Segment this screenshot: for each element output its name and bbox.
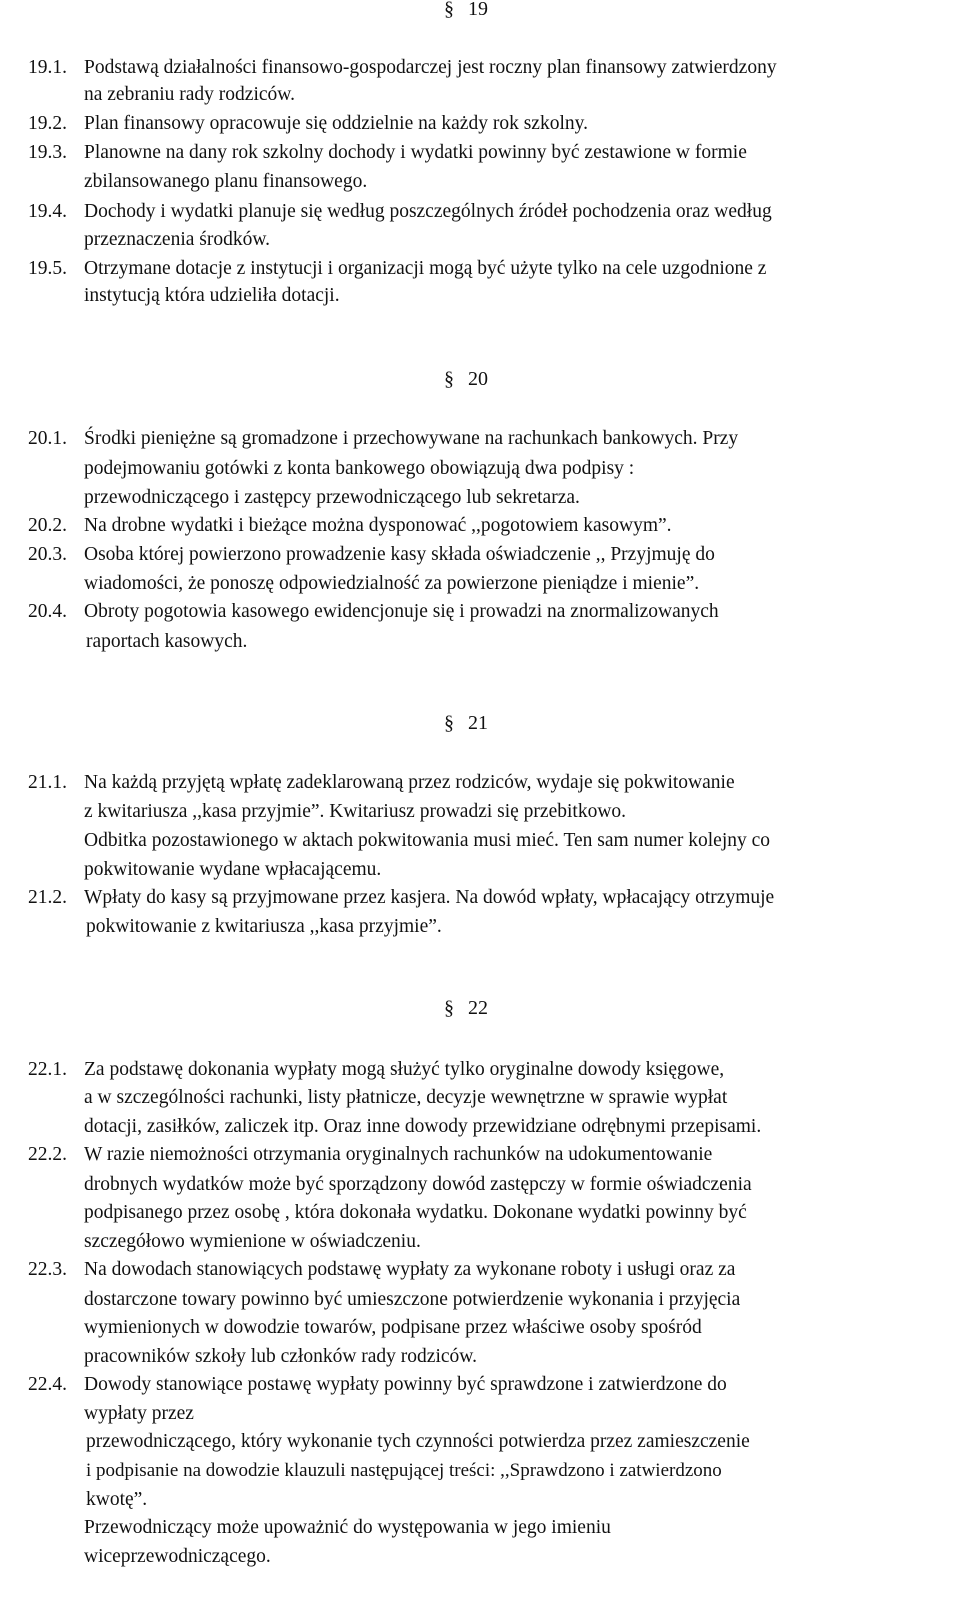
paragraph-22-4-line-2: wypłaty przez <box>84 1403 194 1424</box>
paragraph-20-1-line-2: podejmowaniu gotówki z konta bankowego obowiązują dwa podpisy : <box>84 458 635 479</box>
section-number: 19 <box>468 0 488 20</box>
paragraph-text: Podstawą działalności finansowo-gospodarczej jest roczny plan finansowy zatwierdzony <box>84 57 777 78</box>
paragraph-20-4-line-2: raportach kasowych. <box>86 631 248 652</box>
paragraph-19-5-line-1 <box>28 254 958 283</box>
paragraph-22-1-line-2: a w szczególności rachunki, listy płatnicze, decyzje wewnętrzne w sprawie wypłat <box>84 1087 728 1108</box>
paragraph-19-5-line-2: instytucją która udzieliła dotacji. <box>84 285 340 306</box>
paragraph-21-1-line-4: pokwitowanie wydane wpłacającemu. <box>84 859 382 880</box>
paragraph-number: 22.2. <box>28 1144 67 1165</box>
paragraph-text: Na każdą przyjętą wpłatę zadeklarowaną przez rodziców, wydaje się pokwitowanie <box>84 772 735 793</box>
paragraph-22-4-line-1 <box>28 1370 958 1399</box>
paragraph-19-3-line-1 <box>28 138 958 167</box>
paragraph-number: 19.2. <box>28 113 67 134</box>
paragraph-21-2-line-1 <box>28 883 958 912</box>
paragraph-22-4-line-7: wiceprzewodniczącego. <box>84 1546 271 1567</box>
section-heading-21 <box>444 712 488 735</box>
paragraph-number: 20.3. <box>28 544 67 565</box>
paragraph-text: W razie niemożności otrzymania oryginalnych rachunków na udokumentowanie <box>84 1144 713 1165</box>
paragraph-number: 19.3. <box>28 142 67 163</box>
paragraph-21-1-line-1 <box>28 768 958 797</box>
paragraph-20-4-line-1 <box>28 597 958 626</box>
paragraph-22-4-line-5: kwotę”. <box>86 1489 148 1510</box>
paragraph-text: Planowne na dany rok szkolny dochody i wydatki powinny być zestawione w formie <box>84 142 747 163</box>
paragraph-22-1-line-3: dotacji, zasiłków, zaliczek itp. Oraz inne dowody przewidziane odrębnymi przepisami. <box>84 1116 762 1137</box>
paragraph-22-3-line-2: dostarczone towary powinno być umieszczone potwierdzenie wykonania i przyjęcia <box>84 1289 741 1310</box>
section-number: 21 <box>468 712 488 734</box>
paragraph-number: 20.2. <box>28 515 67 536</box>
paragraph-text: Dowody stanowiące postawę wypłaty powinny być sprawdzone i zatwierdzone do <box>84 1374 727 1395</box>
section-heading-22 <box>444 997 488 1020</box>
paragraph-19-2-line-1 <box>28 109 958 138</box>
section-number: 20 <box>468 368 488 390</box>
paragraph-text: Dochody i wydatki planuje się według poszczególnych źródeł pochodzenia oraz według <box>84 201 772 222</box>
paragraph-text: Na dowodach stanowiących podstawę wypłaty za wykonane roboty i usługi oraz za <box>84 1259 736 1280</box>
paragraph-19-3-line-2: zbilansowanego planu finansowego. <box>84 171 368 192</box>
paragraph-number: 21.2. <box>28 887 67 908</box>
section-heading-19 <box>444 0 488 21</box>
paragraph-20-3-line-2: wiadomości, że ponoszę odpowiedzialność za powierzone pieniądze i mienie”. <box>84 573 700 594</box>
paragraph-20-2-line-1 <box>28 511 958 540</box>
paragraph-number: 20.1. <box>28 428 67 449</box>
paragraph-19-4-line-1 <box>28 197 958 226</box>
paragraph-20-3-line-1 <box>28 540 958 569</box>
paragraph-19-1-line-2: na zebraniu rady rodziców. <box>84 84 295 105</box>
paragraph-22-2-line-2: drobnych wydatków może być sporządzony dowód zastępczy w formie oświadczenia <box>84 1174 752 1195</box>
section-symbol: § <box>444 368 454 390</box>
paragraph-text: Osoba której powierzono prowadzenie kasy składa oświadczenie ,, Przyjmuję do <box>84 544 715 565</box>
paragraph-number: 22.4. <box>28 1374 67 1395</box>
section-symbol: § <box>444 0 454 20</box>
paragraph-text: Środki pieniężne są gromadzone i przechowywane na rachunkach bankowych. Przy <box>84 428 739 449</box>
section-heading-20 <box>444 368 488 391</box>
paragraph-22-1-line-1 <box>28 1055 958 1084</box>
paragraph-number: 19.5. <box>28 258 67 279</box>
paragraph-19-1-line-1 <box>28 53 958 82</box>
paragraph-22-3-line-3: wymienionych w dowodzie towarów, podpisane przez właściwe osoby spośród <box>84 1317 702 1338</box>
paragraph-21-1-line-3: Odbitka pozostawionego w aktach pokwitowania musi mieć. Ten sam numer kolejny co <box>84 830 771 851</box>
paragraph-number: 20.4. <box>28 601 67 622</box>
paragraph-22-4-line-4: i podpisanie na dowodzie klauzuli następującej treści: ,,Sprawdzono i zatwierdzono <box>86 1460 722 1481</box>
paragraph-19-4-line-2: przeznaczenia środków. <box>84 229 271 250</box>
paragraph-text: Otrzymane dotacje z instytucji i organizacji mogą być użyte tylko na cele uzgodnione z <box>84 258 767 279</box>
paragraph-text: Na drobne wydatki i bieżące można dysponować ,,pogotowiem kasowym”. <box>84 515 672 536</box>
paragraph-text: Wpłaty do kasy są przyjmowane przez kasjera. Na dowód wpłaty, wpłacający otrzymuje <box>84 887 775 908</box>
paragraph-number: 21.1. <box>28 772 67 793</box>
paragraph-number: 19.4. <box>28 201 67 222</box>
paragraph-22-4-line-3: przewodniczącego, który wykonanie tych czynności potwierdza przez zamieszczenie <box>86 1431 750 1452</box>
section-symbol: § <box>444 997 454 1019</box>
paragraph-22-2-line-1 <box>28 1140 958 1169</box>
paragraph-22-2-line-3: podpisanego przez osobę , która dokonała wydatku. Dokonane wydatki powinny być <box>84 1202 747 1223</box>
paragraph-number: 22.3. <box>28 1259 67 1280</box>
paragraph-20-1-line-3: przewodniczącego i zastępcy przewodniczącego lub sekretarza. <box>84 487 580 508</box>
section-number: 22 <box>468 997 488 1019</box>
paragraph-21-2-line-2: pokwitowanie z kwitariusza ,,kasa przyjmie”. <box>86 916 442 937</box>
paragraph-text: Za podstawę dokonania wypłaty mogą służyć tylko oryginalne dowody księgowe, <box>84 1059 725 1080</box>
paragraph-22-3-line-4: pracowników szkoły lub członków rady rodziców. <box>84 1346 477 1367</box>
paragraph-22-2-line-4: szczegółowo wymienione w oświadczeniu. <box>84 1231 421 1252</box>
section-symbol: § <box>444 712 454 734</box>
paragraph-text: Obroty pogotowia kasowego ewidencjonuje się i prowadzi na znormalizowanych <box>84 601 719 622</box>
paragraph-22-4-line-6: Przewodniczący może upoważnić do występowania w jego imieniu <box>84 1517 611 1538</box>
paragraph-text: Plan finansowy opracowuje się oddzielnie na każdy rok szkolny. <box>84 113 588 134</box>
paragraph-number: 19.1. <box>28 57 67 78</box>
paragraph-21-1-line-2: z kwitariusza ,,kasa przyjmie”. Kwitariusz prowadzi się przebitkowo. <box>84 801 627 822</box>
paragraph-22-3-line-1 <box>28 1255 958 1284</box>
paragraph-20-1-line-1 <box>28 424 958 453</box>
paragraph-number: 22.1. <box>28 1059 67 1080</box>
